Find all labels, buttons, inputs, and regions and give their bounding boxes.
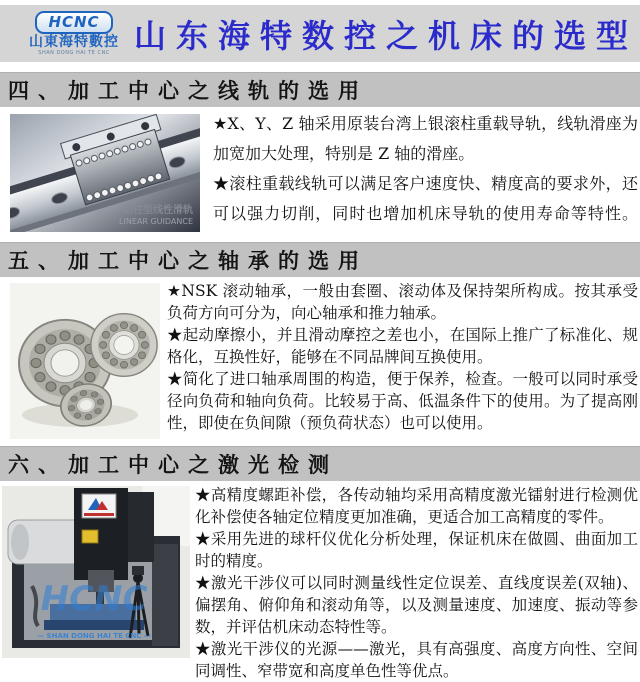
section-6-text xyxy=(195,484,638,682)
linear-guide-image xyxy=(10,114,200,232)
header-strip xyxy=(0,5,640,62)
bearings-image xyxy=(10,283,160,439)
flyer-page xyxy=(0,5,640,680)
logo-tagline: SHAN DONG HAI TE CNC xyxy=(38,49,110,56)
page-title: 山东海特数控之机床的选型 xyxy=(134,16,639,55)
section-6-heading: 六、加工中心之激光检测 xyxy=(0,446,640,481)
section-linear-rails xyxy=(0,72,640,238)
section-4-heading: 四、加工中心之线轨的选用 xyxy=(0,72,640,107)
hcnc-watermark-sub: — SHAN DONG HAI TE CNC — xyxy=(37,632,151,640)
bullet: ★起动摩擦小，并且滑动摩控之差也小，在国际上推广了标准化、规格化，互换性好，能够在不同品牌间互换使用。 xyxy=(167,326,638,366)
section-bearings xyxy=(0,242,640,443)
section-5-text xyxy=(167,280,638,434)
bullet: ★激光干涉仪的光源——激光，具有高强度、高度方向性、空间同调性、窄带宽和高度单色性等优点。 xyxy=(195,640,638,680)
section-4-text xyxy=(213,109,638,229)
bullet: ★高精度螺距补偿，各传动轴均采用高精度激光镭射进行检测优化补偿使各轴定位精度更加准确，更适合加工高精度的零件。 xyxy=(195,486,638,526)
company-logo xyxy=(20,11,128,57)
bullet: ★采用先进的球杆仪优化分析处理，保证机床在做圆、曲面加工时的精度。 xyxy=(195,530,638,570)
hcnc-watermark: HCNC xyxy=(40,579,148,619)
bullet: ★X、Y、Z 轴采用原装台湾上银滚柱重载导轨，线轨滑座为加宽加大处理，特别是 Z 轴的滑座。 xyxy=(213,114,638,163)
bullet: ★NSK 滚动轴承，一般由套圈、滚动体及保持架所构成。按其承受负荷方向可分为，向心轴承和推力轴承。 xyxy=(167,282,638,322)
bullet: ★滚柱重载线轨可以满足客户速度快、精度高的要求外，还可以强力切削，同时也增加机床导轨的使用寿命等特性。 xyxy=(213,174,638,223)
logo-company-name: 山東海特數控 xyxy=(29,33,119,50)
photo-caption-en: LINEAR GUIDANCE xyxy=(119,217,193,226)
hcnc-logo-badge: HCNC xyxy=(35,11,112,34)
section-5-heading: 五、加工中心之轴承的选用 xyxy=(0,242,640,277)
section-laser-inspection xyxy=(0,446,640,682)
machine-image xyxy=(2,486,190,658)
bullet: ★简化了进口轴承周围的构造，便于保养，检查。一般可以同时承受径向负荷和轴向负荷。比较易于高、低温条件下的使用。为了提高刚性，即使在负间隙（预负荷状态）也可以使用。 xyxy=(167,370,638,432)
bullet: ★激光干涉仪可以同时测量线性定位误差、直线度误差(双轴)、偏摆角、俯仰角和滚动角等，以及测量速度、加速度、振动等参数，并评估机床动态特性等。 xyxy=(195,574,638,636)
photo-caption-cn: 滚柱型线性滑轨 xyxy=(123,205,193,216)
